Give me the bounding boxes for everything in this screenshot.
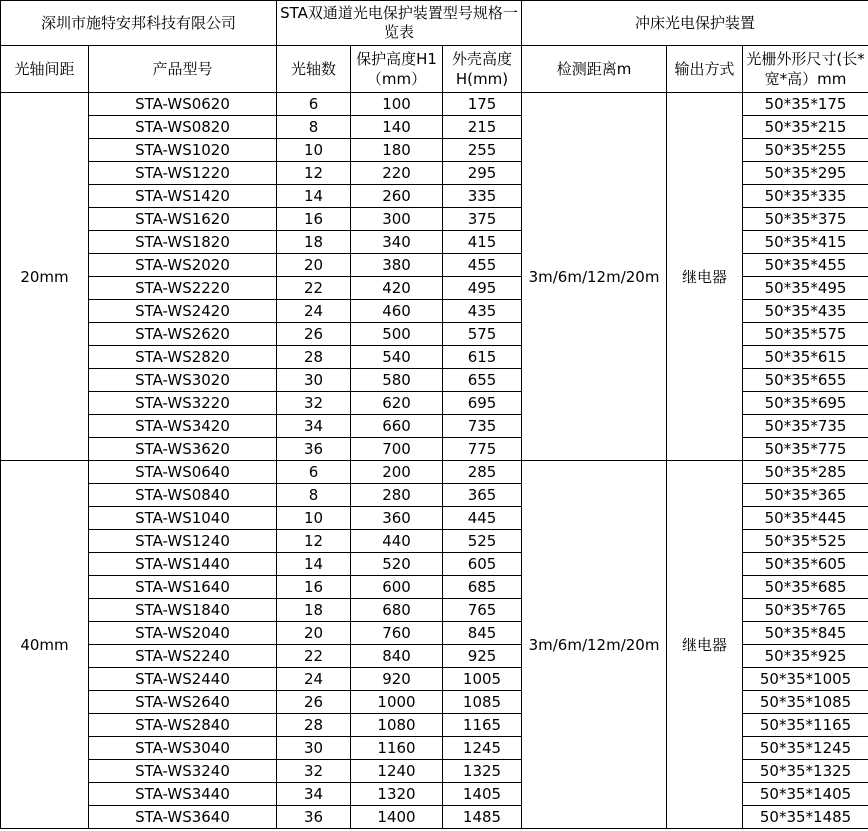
model-cell: STA-WS3020 [89, 369, 277, 392]
axes-cell: 28 [277, 714, 351, 737]
dimensions-cell: 50*35*365 [743, 484, 868, 507]
spacing-cell: 40mm [1, 461, 89, 829]
axes-cell: 36 [277, 438, 351, 461]
model-cell: STA-WS2420 [89, 300, 277, 323]
dimensions-cell: 50*35*735 [743, 415, 868, 438]
model-cell: STA-WS2040 [89, 622, 277, 645]
dimensions-cell: 50*35*575 [743, 323, 868, 346]
axes-cell: 24 [277, 668, 351, 691]
dimensions-cell: 50*35*1485 [743, 806, 868, 829]
shell-height-cell: 255 [443, 139, 522, 162]
protect-height-cell: 500 [351, 323, 443, 346]
shell-height-cell: 1485 [443, 806, 522, 829]
model-cell: STA-WS2240 [89, 645, 277, 668]
dimensions-cell: 50*35*1165 [743, 714, 868, 737]
model-cell: STA-WS3240 [89, 760, 277, 783]
model-cell: STA-WS2020 [89, 254, 277, 277]
axes-cell: 16 [277, 576, 351, 599]
axes-cell: 12 [277, 162, 351, 185]
shell-height-cell: 335 [443, 185, 522, 208]
shell-height-cell: 845 [443, 622, 522, 645]
protect-height-cell: 700 [351, 438, 443, 461]
model-cell: STA-WS1040 [89, 507, 277, 530]
model-cell: STA-WS2620 [89, 323, 277, 346]
axes-cell: 18 [277, 599, 351, 622]
shell-height-cell: 215 [443, 116, 522, 139]
axes-cell: 6 [277, 461, 351, 484]
model-cell: STA-WS1640 [89, 576, 277, 599]
dimensions-cell: 50*35*1405 [743, 783, 868, 806]
axes-cell: 14 [277, 553, 351, 576]
shell-height-cell: 455 [443, 254, 522, 277]
axes-cell: 8 [277, 116, 351, 139]
protect-height-cell: 920 [351, 668, 443, 691]
axes-cell: 6 [277, 93, 351, 116]
model-cell: STA-WS1840 [89, 599, 277, 622]
dimensions-cell: 50*35*925 [743, 645, 868, 668]
dimensions-cell: 50*35*285 [743, 461, 868, 484]
shell-height-cell: 1405 [443, 783, 522, 806]
dimensions-cell: 50*35*1325 [743, 760, 868, 783]
axes-cell: 8 [277, 484, 351, 507]
shell-height-cell: 605 [443, 553, 522, 576]
header-shell-height: 外壳高度H(mm) [443, 46, 522, 93]
shell-height-cell: 1005 [443, 668, 522, 691]
model-cell: STA-WS1820 [89, 231, 277, 254]
model-cell: STA-WS1240 [89, 530, 277, 553]
model-cell: STA-WS0620 [89, 93, 277, 116]
protect-height-cell: 580 [351, 369, 443, 392]
shell-height-cell: 1325 [443, 760, 522, 783]
model-cell: STA-WS2820 [89, 346, 277, 369]
header-dimensions: 光栅外形尺寸(长*宽*高）mm [743, 46, 868, 93]
shell-height-cell: 1085 [443, 691, 522, 714]
axes-cell: 10 [277, 139, 351, 162]
company-name: 深圳市施特安邦科技有限公司 [1, 1, 277, 46]
header-row [1, 46, 868, 93]
header-distance: 检测距离m [522, 46, 667, 93]
table-title: STA双通道光电保护装置型号规格一览表 [277, 1, 522, 46]
title-row [1, 1, 868, 46]
dimensions-cell: 50*35*175 [743, 93, 868, 116]
shell-height-cell: 365 [443, 484, 522, 507]
protect-height-cell: 1240 [351, 760, 443, 783]
protect-height-cell: 260 [351, 185, 443, 208]
header-spacing: 光轴间距 [1, 46, 89, 93]
model-cell: STA-WS3420 [89, 415, 277, 438]
shell-height-cell: 765 [443, 599, 522, 622]
model-cell: STA-WS1620 [89, 208, 277, 231]
protect-height-cell: 340 [351, 231, 443, 254]
shell-height-cell: 695 [443, 392, 522, 415]
axes-cell: 22 [277, 277, 351, 300]
axes-cell: 36 [277, 806, 351, 829]
model-cell: STA-WS2440 [89, 668, 277, 691]
shell-height-cell: 655 [443, 369, 522, 392]
distance-cell: 3m/6m/12m/20m [522, 461, 667, 829]
model-cell: STA-WS3220 [89, 392, 277, 415]
axes-cell: 10 [277, 507, 351, 530]
dimensions-cell: 50*35*1245 [743, 737, 868, 760]
shell-height-cell: 175 [443, 93, 522, 116]
protect-height-cell: 220 [351, 162, 443, 185]
dimensions-cell: 50*35*415 [743, 231, 868, 254]
header-protect-height: 保护高度H1（mm） [351, 46, 443, 93]
protect-height-cell: 440 [351, 530, 443, 553]
dimensions-cell: 50*35*605 [743, 553, 868, 576]
protect-height-cell: 1400 [351, 806, 443, 829]
axes-cell: 30 [277, 737, 351, 760]
axes-cell: 18 [277, 231, 351, 254]
dimensions-cell: 50*35*685 [743, 576, 868, 599]
protect-height-cell: 200 [351, 461, 443, 484]
axes-cell: 32 [277, 392, 351, 415]
axes-cell: 16 [277, 208, 351, 231]
protect-height-cell: 680 [351, 599, 443, 622]
axes-cell: 30 [277, 369, 351, 392]
shell-height-cell: 435 [443, 300, 522, 323]
shell-height-cell: 285 [443, 461, 522, 484]
dimensions-cell: 50*35*1005 [743, 668, 868, 691]
model-cell: STA-WS2640 [89, 691, 277, 714]
model-cell: STA-WS1440 [89, 553, 277, 576]
model-cell: STA-WS3040 [89, 737, 277, 760]
model-cell: STA-WS2220 [89, 277, 277, 300]
protect-height-cell: 840 [351, 645, 443, 668]
distance-cell: 3m/6m/12m/20m [522, 93, 667, 461]
protect-height-cell: 600 [351, 576, 443, 599]
axes-cell: 20 [277, 622, 351, 645]
dimensions-cell: 50*35*695 [743, 392, 868, 415]
model-cell: STA-WS1220 [89, 162, 277, 185]
protect-height-cell: 620 [351, 392, 443, 415]
protect-height-cell: 1080 [351, 714, 443, 737]
model-cell: STA-WS3440 [89, 783, 277, 806]
model-cell: STA-WS2840 [89, 714, 277, 737]
protect-height-cell: 1320 [351, 783, 443, 806]
shell-height-cell: 375 [443, 208, 522, 231]
axes-cell: 20 [277, 254, 351, 277]
output-cell: 继电器 [667, 461, 743, 829]
shell-height-cell: 525 [443, 530, 522, 553]
shell-height-cell: 295 [443, 162, 522, 185]
shell-height-cell: 445 [443, 507, 522, 530]
axes-cell: 24 [277, 300, 351, 323]
shell-height-cell: 925 [443, 645, 522, 668]
model-cell: STA-WS3620 [89, 438, 277, 461]
model-cell: STA-WS0840 [89, 484, 277, 507]
shell-height-cell: 495 [443, 277, 522, 300]
protect-height-cell: 1160 [351, 737, 443, 760]
shell-height-cell: 575 [443, 323, 522, 346]
protect-height-cell: 760 [351, 622, 443, 645]
dimensions-cell: 50*35*495 [743, 277, 868, 300]
model-cell: STA-WS0820 [89, 116, 277, 139]
dimensions-cell: 50*35*765 [743, 599, 868, 622]
model-cell: STA-WS0640 [89, 461, 277, 484]
dimensions-cell: 50*35*455 [743, 254, 868, 277]
dimensions-cell: 50*35*655 [743, 369, 868, 392]
axes-cell: 34 [277, 783, 351, 806]
shell-height-cell: 1245 [443, 737, 522, 760]
table-row [1, 93, 868, 116]
dimensions-cell: 50*35*615 [743, 346, 868, 369]
axes-cell: 14 [277, 185, 351, 208]
header-output: 输出方式 [667, 46, 743, 93]
axes-cell: 22 [277, 645, 351, 668]
dimensions-cell: 50*35*1085 [743, 691, 868, 714]
header-model: 产品型号 [89, 46, 277, 93]
axes-cell: 34 [277, 415, 351, 438]
model-cell: STA-WS1020 [89, 139, 277, 162]
protect-height-cell: 140 [351, 116, 443, 139]
model-cell: STA-WS3640 [89, 806, 277, 829]
dimensions-cell: 50*35*335 [743, 185, 868, 208]
dimensions-cell: 50*35*445 [743, 507, 868, 530]
axes-cell: 26 [277, 691, 351, 714]
protect-height-cell: 300 [351, 208, 443, 231]
protect-height-cell: 180 [351, 139, 443, 162]
spacing-cell: 20mm [1, 93, 89, 461]
dimensions-cell: 50*35*215 [743, 116, 868, 139]
dimensions-cell: 50*35*525 [743, 530, 868, 553]
dimensions-cell: 50*35*375 [743, 208, 868, 231]
output-cell: 继电器 [667, 93, 743, 461]
protect-height-cell: 660 [351, 415, 443, 438]
dimensions-cell: 50*35*775 [743, 438, 868, 461]
table-row [1, 461, 868, 484]
protect-height-cell: 360 [351, 507, 443, 530]
protect-height-cell: 100 [351, 93, 443, 116]
protect-height-cell: 520 [351, 553, 443, 576]
shell-height-cell: 685 [443, 576, 522, 599]
shell-height-cell: 775 [443, 438, 522, 461]
shell-height-cell: 1165 [443, 714, 522, 737]
header-axes: 光轴数 [277, 46, 351, 93]
axes-cell: 26 [277, 323, 351, 346]
shell-height-cell: 415 [443, 231, 522, 254]
dimensions-cell: 50*35*845 [743, 622, 868, 645]
axes-cell: 32 [277, 760, 351, 783]
dimensions-cell: 50*35*255 [743, 139, 868, 162]
model-cell: STA-WS1420 [89, 185, 277, 208]
axes-cell: 12 [277, 530, 351, 553]
dimensions-cell: 50*35*295 [743, 162, 868, 185]
axes-cell: 28 [277, 346, 351, 369]
category-title: 冲床光电保护装置 [522, 1, 868, 46]
shell-height-cell: 615 [443, 346, 522, 369]
protect-height-cell: 460 [351, 300, 443, 323]
protect-height-cell: 420 [351, 277, 443, 300]
protect-height-cell: 540 [351, 346, 443, 369]
protect-height-cell: 280 [351, 484, 443, 507]
protect-height-cell: 380 [351, 254, 443, 277]
shell-height-cell: 735 [443, 415, 522, 438]
protect-height-cell: 1000 [351, 691, 443, 714]
dimensions-cell: 50*35*435 [743, 300, 868, 323]
